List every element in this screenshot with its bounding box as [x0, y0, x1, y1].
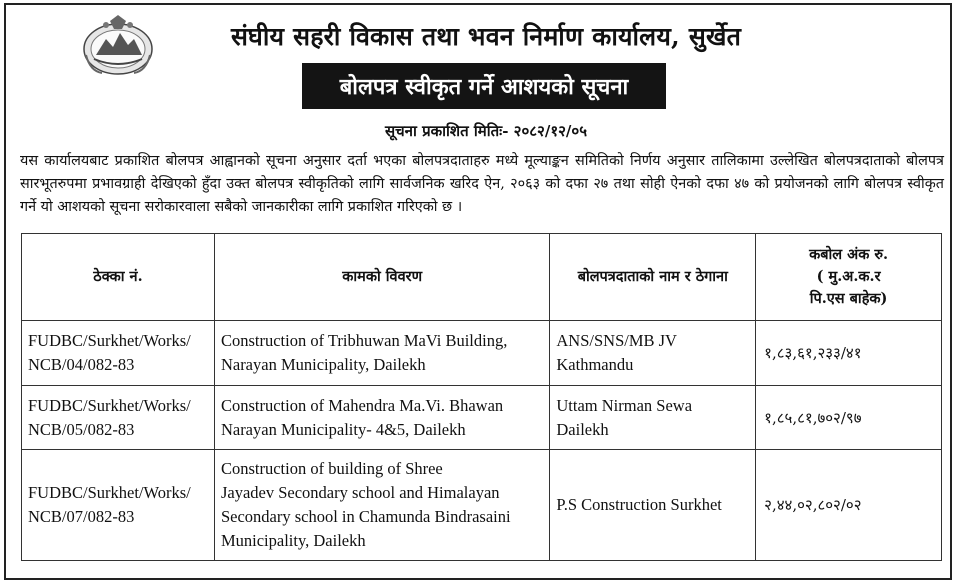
bid-table — [21, 233, 942, 561]
contract-no-cell: FUDBC/Surkhet/Works/ NCB/04/082-83 — [22, 321, 215, 386]
intro-paragraph: यस कार्यालयबाट प्रकाशित बोलपत्र आह्वानको सूचना अनुसार दर्ता भएका बोलपत्रदाताहरु मध्ये मूल्याङ्कन समितिको निर्णय अनुसार तालिकामा उल्लेखित बोलपत्रदाताको बोलपत्र सारभूतरुपमा प्रभावग्राही देखिएको हुँदा उक्त बोलपत्र स्वीकृतिको लागि सार्वजनिक खरिद ऐन, २०६३ को दफा २७ तथा सोही ऐनको दफा ४७ को प्रयोजनको लागि बोलपत्र स्वीकृत गर्ने यो आशयको सूचना सरोकारवाला सबैको जानकारीका लागि प्रकाशित गरिएको छ । — [20, 153, 944, 215]
notice-frame — [4, 3, 952, 580]
description-cell: Construction of Mahendra Ma.Vi. Bhawan Narayan Municipality- 4&5, Dailekh — [214, 386, 549, 450]
description-cell: Construction of building of Shree Jayadev Secondary school and Himalayan Secondary school in Chamunda Bindrasaini Municipality, Dailekh — [214, 450, 549, 561]
amount-cell: २,४४,०२,८०२/०२ — [756, 450, 942, 561]
header-bidder: बोलपत्रदाताको नाम र ठेगाना — [550, 234, 756, 321]
header-contract-no: ठेक्का नं. — [22, 234, 215, 321]
bidder-cell: ANS/SNS/MB JV Kathmandu — [550, 321, 756, 386]
bidder-cell: Uttam Nirman Sewa Dailekh — [550, 386, 756, 450]
table-header-row — [22, 234, 942, 321]
amount-cell: १,८३,६१,२३३/४१ — [756, 321, 942, 386]
government-emblem-icon — [82, 15, 154, 77]
publication-date: सूचना प्रकाशित मितिः- २०८२/१२/०५ — [384, 122, 588, 140]
table-row — [22, 450, 942, 561]
header-description: कामको विवरण — [214, 234, 549, 321]
notice-banner: बोलपत्र स्वीकृत गर्ने आशयको सूचना — [302, 63, 666, 109]
table-row — [22, 321, 942, 386]
contract-no-cell: FUDBC/Surkhet/Works/ NCB/05/082-83 — [22, 386, 215, 450]
contract-no-cell: FUDBC/Surkhet/Works/ NCB/07/082-83 — [22, 450, 215, 561]
header-amount: कबोल अंक रु. ( मु.अ.क.र पि.एस बाहेक) — [756, 234, 942, 321]
amount-cell: १,८५,८१,७०२/९७ — [756, 386, 942, 450]
bidder-cell: P.S Construction Surkhet — [550, 450, 756, 561]
description-cell: Construction of Tribhuwan MaVi Building, Narayan Municipality, Dailekh — [214, 321, 549, 386]
office-title: संघीय सहरी विकास तथा भवन निर्माण कार्यालय, सुर्खेत — [230, 22, 742, 51]
table-row — [22, 386, 942, 450]
